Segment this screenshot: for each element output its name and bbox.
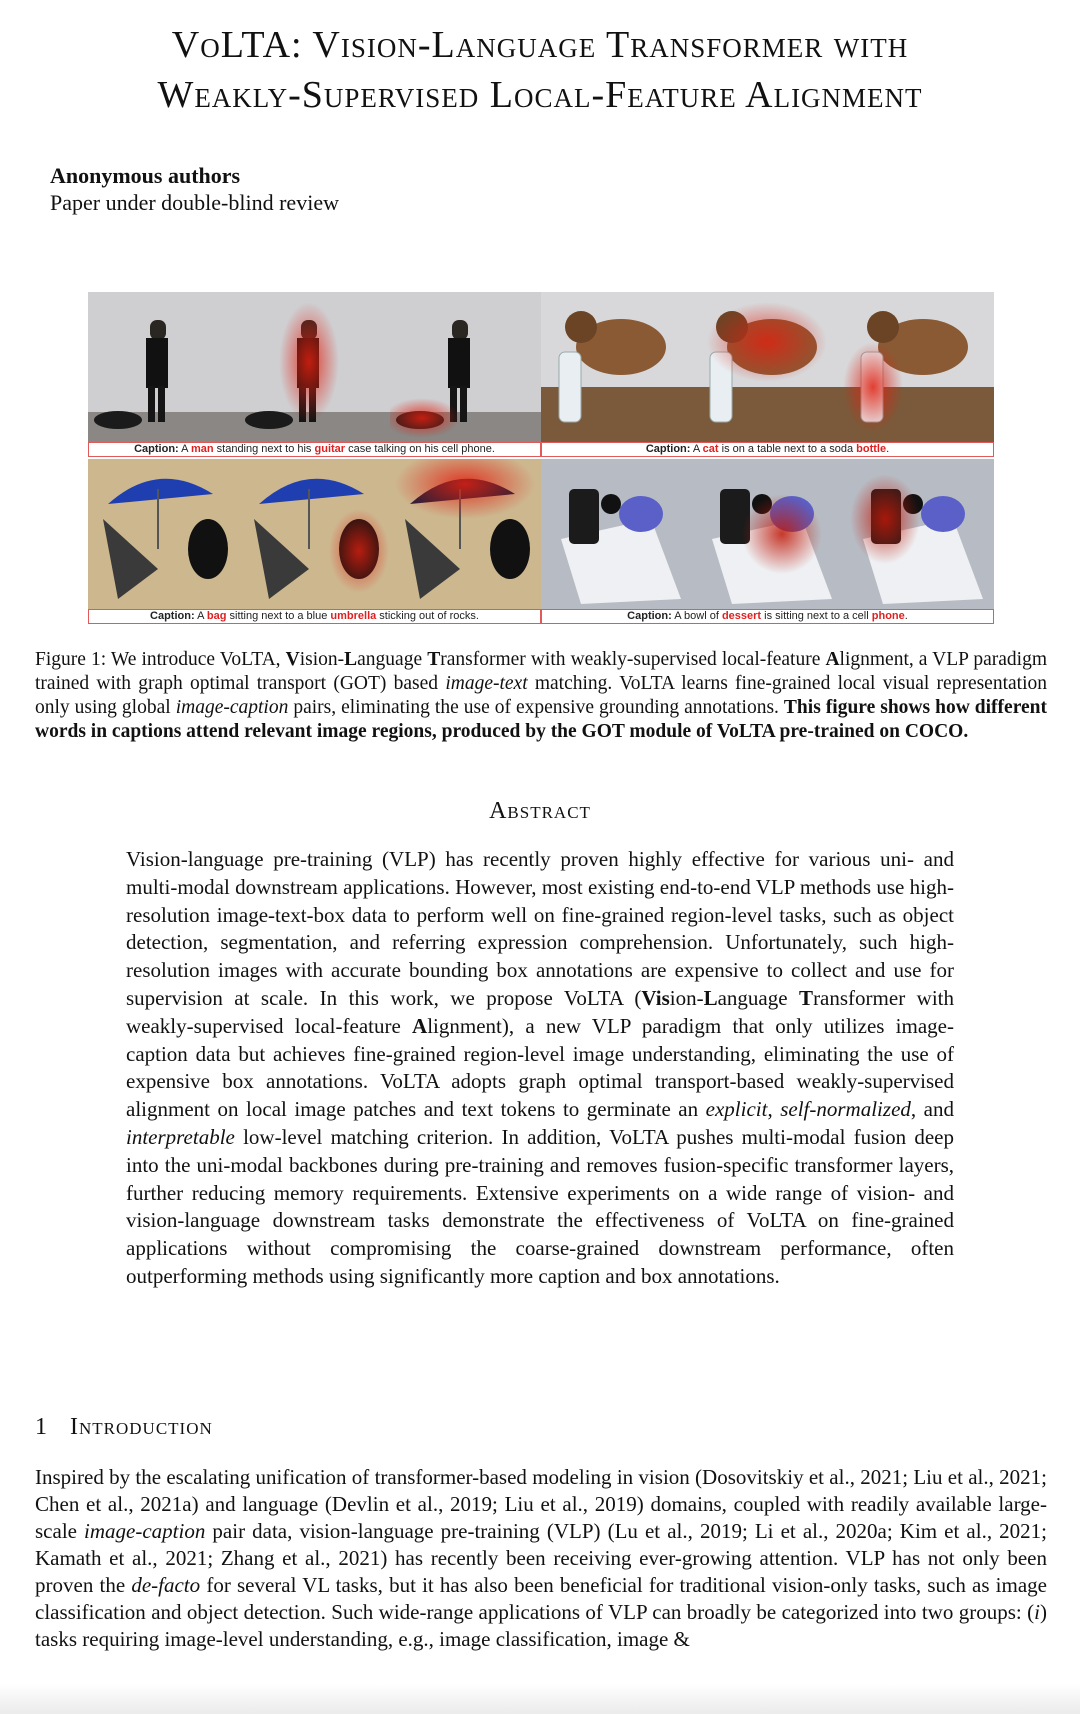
image-umbrella-original — [88, 459, 239, 609]
figure-caption-emphasis: This figure shows how different words in captions attend relevant image regions, produced by the GOT module of VoLTA pre-trained on COCO. — [35, 697, 1047, 742]
caption-cat — [541, 442, 994, 457]
caption-highlight-word: man — [190, 443, 214, 455]
section-title: Introduction — [70, 1414, 213, 1440]
section-number: 1 — [35, 1414, 48, 1440]
image-man-original — [88, 292, 239, 442]
section-heading — [35, 1414, 213, 1441]
intro-body: Inspired by the escalating unification of transformer-based modeling in vision (Dosovitskiy et al., 2021; Liu et al., 2021; Chen et al., 2021a) and language (Devlin et al., 2019; Liu et al., 2019) domains, coupled with readily available large-scale image-caption pair data, vision-language pre-training (VLP) (Lu et al., 2019; Li et al., 2020a; Kim et al., 2021; Kamath et al., 2021; Zhang et al., 2021) has recently been receiving ever-growing attention. VLP has not only been proven the de-facto for several VL tasks, but it has also been beneficial for traditional vision-only tasks, such as image classification and object detection. Such wide-range applications of VLP can broadly be categorized into two groups: (i) tasks requiring image-level understanding, e.g., image classification, image & — [35, 1465, 1047, 1651]
author-name: Anonymous authors — [50, 163, 241, 188]
caption-text: sitting next to a blue — [226, 610, 331, 622]
title-line-2: Weakly-Supervised Local-Feature Alignment — [157, 74, 923, 116]
review-note: Paper under double-blind review — [50, 190, 339, 215]
abstract-body: Vision-language pre-training (VLP) has recently proven highly effective for various uni- and multi-modal downstream applications. However, most existing end-to-end VLP methods use high-resolution image-text-box data to perform well on fine-grained region-level tasks, such as object detection, segmentation, and referring expression comprehension. Unfortunately, such high-resolution images with accurate bounding box annotations are expensive to collect and use for supervision at scale. In this work, we propose VoLTA (Vision-Language Transformer with weakly-supervised local-feature Alignment), a new VLP paradigm that only utilizes image-caption data but achieves fine-grained region-level image understanding, eliminating the use of expensive box annotations. VoLTA adopts graph optimal transport-based weakly-supervised alignment on local image patches and text tokens to germinate an explicit, self-normalized, and interpretable low-level matching criterion. In addition, VoLTA pushes multi-modal fusion deep into the uni-modal backbones during pre-training and removes fusion-specific transformer layers, further reducing memory requirements. Extensive experiments on a wide range of vision- and vision-language downstream tasks demonstrate the effectiveness of VoLTA on fine-grained applications without compromising the coarse-grained downstream performance, often outperforming methods using significantly more caption and box annotations. — [126, 847, 954, 1288]
caption-highlight-word: dessert — [721, 610, 762, 622]
abstract-heading: Abstract — [489, 798, 591, 824]
image-dessert-attention-dessert — [692, 459, 843, 609]
figure-1 — [88, 292, 994, 626]
image-cat-original — [541, 292, 692, 442]
caption-text: case talking on his cell phone. — [345, 443, 495, 455]
caption-highlight-word: umbrella — [330, 610, 377, 622]
caption-label: Caption: — [134, 443, 179, 455]
title-line-1: VoLTA: Vision-Language Transformer with — [171, 24, 909, 66]
image-cat-attention-bottle — [843, 292, 994, 442]
caption-label: Caption: — [150, 610, 195, 622]
caption-text: A bowl of — [674, 610, 722, 622]
image-man-attention-guitar — [390, 292, 541, 442]
image-umbrella-attention-umbrella — [390, 459, 541, 609]
image-umbrella-attention-bag — [239, 459, 390, 609]
caption-text: A — [692, 443, 703, 455]
caption-highlight-word: guitar — [314, 443, 346, 455]
caption-text: . — [904, 610, 908, 622]
page-bottom-shadow — [0, 1684, 1080, 1714]
caption-label: Caption: — [627, 610, 672, 622]
image-dessert-original — [541, 459, 692, 609]
figure-row-2 — [88, 459, 994, 626]
caption-dessert — [541, 609, 994, 624]
caption-umbrella — [88, 609, 541, 624]
author-block — [50, 162, 339, 216]
caption-highlight-word: cat — [702, 443, 719, 455]
caption-highlight-word: phone — [871, 610, 905, 622]
figure-row-1 — [88, 292, 994, 459]
caption-man — [88, 442, 541, 457]
caption-highlight-word: bottle — [856, 443, 887, 455]
image-dessert-attention-phone — [843, 459, 994, 609]
caption-text: A — [197, 610, 207, 622]
caption-text: standing next to his — [213, 443, 315, 455]
caption-text: A — [181, 443, 191, 455]
caption-highlight-word: bag — [206, 610, 227, 622]
paper-title — [0, 20, 1080, 120]
figure-caption: Figure 1: We introduce VoLTA, Vision-Language Transformer with weakly-supervised local-feature Alignment, a VLP paradigm trained with graph optimal transport (GOT) based image-text matching. VoLTA learns fine-grained local visual representation only using global image-caption pairs, eliminating the use of expensive grounding annotations. This figure shows how different words in captions attend relevant image regions, produced by the GOT module of VoLTA pre-trained on COCO. — [35, 649, 1048, 742]
caption-text: sticking out of rocks. — [376, 610, 479, 622]
caption-text: is on a table next to a soda — [718, 443, 857, 455]
image-cat-attention-cat — [692, 292, 843, 442]
caption-text: . — [886, 443, 890, 455]
caption-text: is sitting next to a cell — [761, 610, 872, 622]
caption-label: Caption: — [645, 443, 691, 455]
image-man-attention-man — [239, 292, 390, 442]
